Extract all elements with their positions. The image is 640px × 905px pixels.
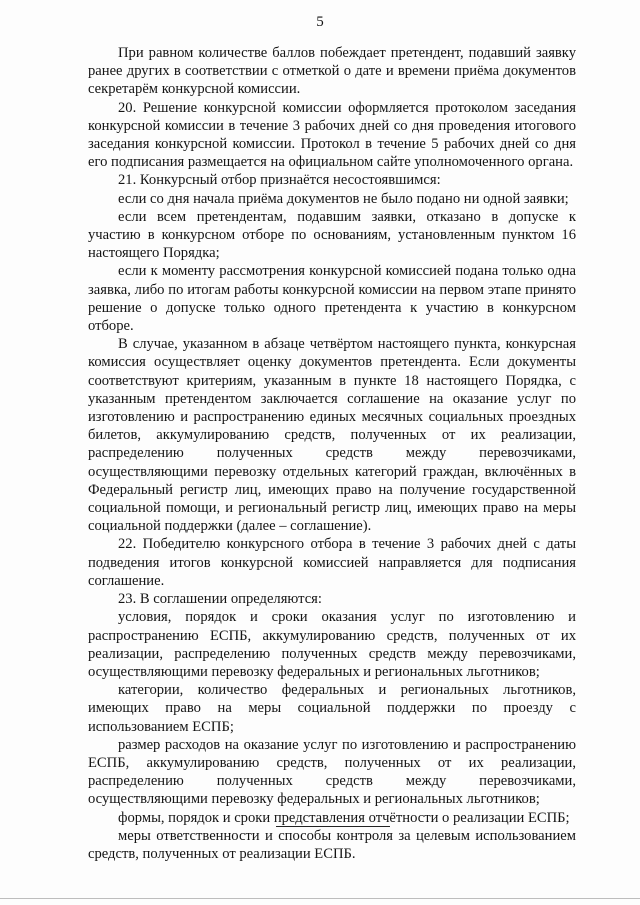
paragraph-item-21: 21. Конкурсный отбор признаётся несостоявшимся:: [118, 172, 441, 189]
paragraph-all-rejected: если всем претендентам, подавшим заявки, отказано в допуске к участию в конкурсном отборе по основаниям, установленным пунктом 16 настоящего Порядка;: [88, 208, 576, 262]
paragraph-tie-rule: При равном количестве баллов побеждает претендент, подавший заявку ранее других в соответствии с отметкой о дате и времени приёма документов секретарём конкурсной комиссии.: [88, 45, 576, 98]
paragraph-responsibility-measures: меры ответственности и способы контроля за целевым использованием средств, полученных от реализации ЕСПБ.: [88, 827, 576, 862]
scan-bottom-edge: [0, 898, 640, 899]
document-body: [88, 44, 576, 863]
paragraph-beneficiary-categories: категории, количество федеральных и региональных льготников, имеющих право на меры социальной поддержки по проезду с использованием ЕСПБ;: [88, 682, 576, 735]
end-separator-line: [276, 826, 390, 827]
paragraph-terms-of-service: условия, порядок и сроки оказания услуг по изготовлению и распространению ЕСПБ, аккумулированию средств, полученных от их реализации, распределению полученных средств между перевозчиками, осуществляющими перевозку федеральных и региональных льготников;: [88, 609, 576, 680]
page-number: 5: [316, 14, 324, 30]
paragraph-item-22: 22. Победителю конкурсного отбора в течение 3 рабочих дней с даты подведения итогов конкурсной комиссией направляется для подписания соглашение.: [88, 536, 576, 589]
paragraph-single-applicant: если к моменту рассмотрения конкурсной комиссией подана только одна заявка, либо по итогам работы конкурсной комиссии на первом этапе принято решение о допуске только одного претендента к участию в конкурсном отборе.: [88, 263, 576, 335]
paragraph-no-applications: если со дня начала приёма документов не было подано ни одной заявки;: [118, 190, 569, 207]
paragraph-single-applicant-procedure: В случае, указанном в абзаце четвёртом настоящего пункта, конкурсная комиссия осуществляет оценку документов претендента. Если документы соответствуют критериям, указанным в пункте 18 настоящего Порядка, с указанным претендентом заключается соглашение на оказание услуг по изготовлению и распространению единых месячных социальных проездных билетов, аккумулированию средств, полученных от их реализации, распределению полученных средств между перевозчиками, осуществляющими перевозку отдельных категорий граждан, включённых в Федеральный регистр лиц, имеющих право на получение государственной социальной помощи, и региональный регистр лиц, имеющих право на меры социальной поддержки (далее – соглашение).: [88, 336, 576, 535]
paragraph-item-23: 23. В соглашении определяются:: [118, 591, 322, 608]
paragraph-item-20: 20. Решение конкурсной комиссии оформляется протоколом заседания конкурсной комиссии в течение 3 рабочих дней со дня проведения итогового заседания конкурсной комиссии. Протокол в течение 5 рабочих дней со дня его подписания размещается на официальном сайте уполномоченного органа.: [88, 99, 576, 171]
paragraph-expense-amount: размер расходов на оказание услуг по изготовлению и распространению ЕСПБ, аккумулированию средств, полученных от их реализации, распределению полученных средств между перевозчиками, осуществляющими перевозку федеральных и региональных льготников;: [88, 736, 576, 808]
paragraph-reporting-forms: формы, порядок и сроки представления отчётности о реализации ЕСПБ;: [118, 809, 570, 826]
